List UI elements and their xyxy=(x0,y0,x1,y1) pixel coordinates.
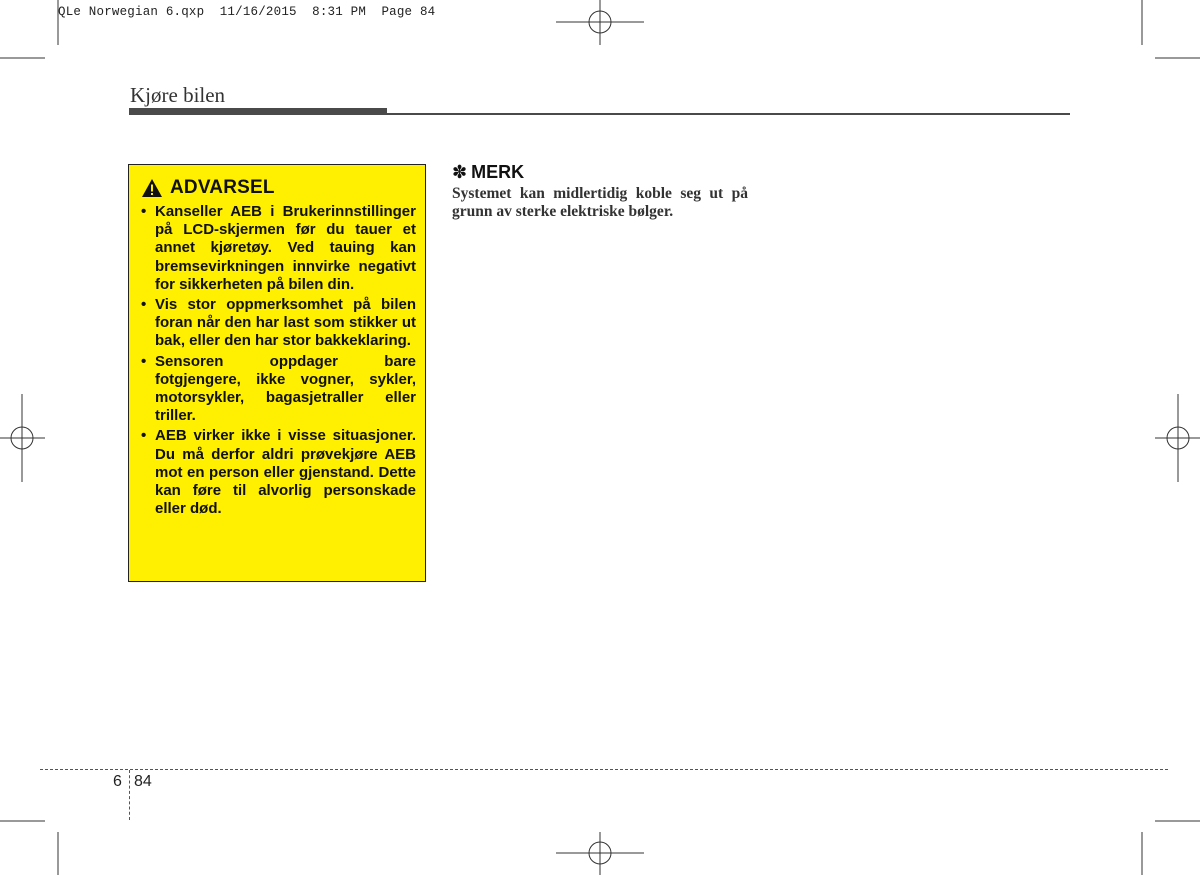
chapter-number: 6 xyxy=(113,773,122,790)
warning-box xyxy=(128,164,426,582)
note-heading xyxy=(452,160,524,184)
bullet: • xyxy=(141,352,147,370)
registration-mark-right xyxy=(1155,394,1200,482)
note-title: MERK xyxy=(471,161,525,182)
warning-list xyxy=(141,203,416,520)
warning-item xyxy=(141,203,416,294)
header-rule-thin xyxy=(387,113,1070,115)
warning-title: ADVARSEL xyxy=(170,177,275,198)
bullet: • xyxy=(141,296,147,314)
registration-mark-left xyxy=(0,394,45,482)
registration-mark-bottom xyxy=(556,832,644,875)
warning-item-text: Vis stor oppmerksomhet på bilen foran når den har last som stikker ut bak, eller den har stor bakkeklaring. xyxy=(155,296,416,350)
running-header: Kjøre bilen xyxy=(130,83,226,107)
footer-divider xyxy=(129,770,130,820)
bullet: • xyxy=(141,203,147,220)
warning-item xyxy=(141,296,416,351)
registration-mark-top xyxy=(556,0,644,45)
note-star-icon: ✽ xyxy=(452,161,468,182)
warning-item-text: Kanseller AEB i Brukerinnstillinger på LCD-skjermen før du tauer et annet kjøretøy. Ved tauing kan bremsevirkningen innvirke negativt for sikkerheten på bilen din. xyxy=(155,203,416,293)
warning-heading xyxy=(141,175,275,201)
warning-item xyxy=(141,353,416,426)
print-slug: QLe Norwegian 6.qxp 11/16/2015 8:31 PM Page 84 xyxy=(58,5,436,19)
warning-item xyxy=(141,427,416,518)
warning-triangle-icon xyxy=(141,178,163,198)
warning-item-text: AEB virker ikke i visse situasjoner. Du må derfor aldri prøvekjøre AEB mot en person eller gjenstand. Dette kan føre til alvorlig personskade eller død. xyxy=(155,427,416,518)
page-number: 84 xyxy=(134,773,152,790)
bullet: • xyxy=(141,427,147,445)
warning-item-text: Sensoren oppdager bare fotgjengere, ikke vogner, sykler, motorsykler, bagasjetraller eller triller. xyxy=(155,352,416,425)
header-rule-thick xyxy=(129,108,387,115)
footer-rule xyxy=(40,769,1168,770)
note-text: Systemet kan midlertidig koble seg ut på grunn av sterke elektriske bølger. xyxy=(452,185,748,220)
